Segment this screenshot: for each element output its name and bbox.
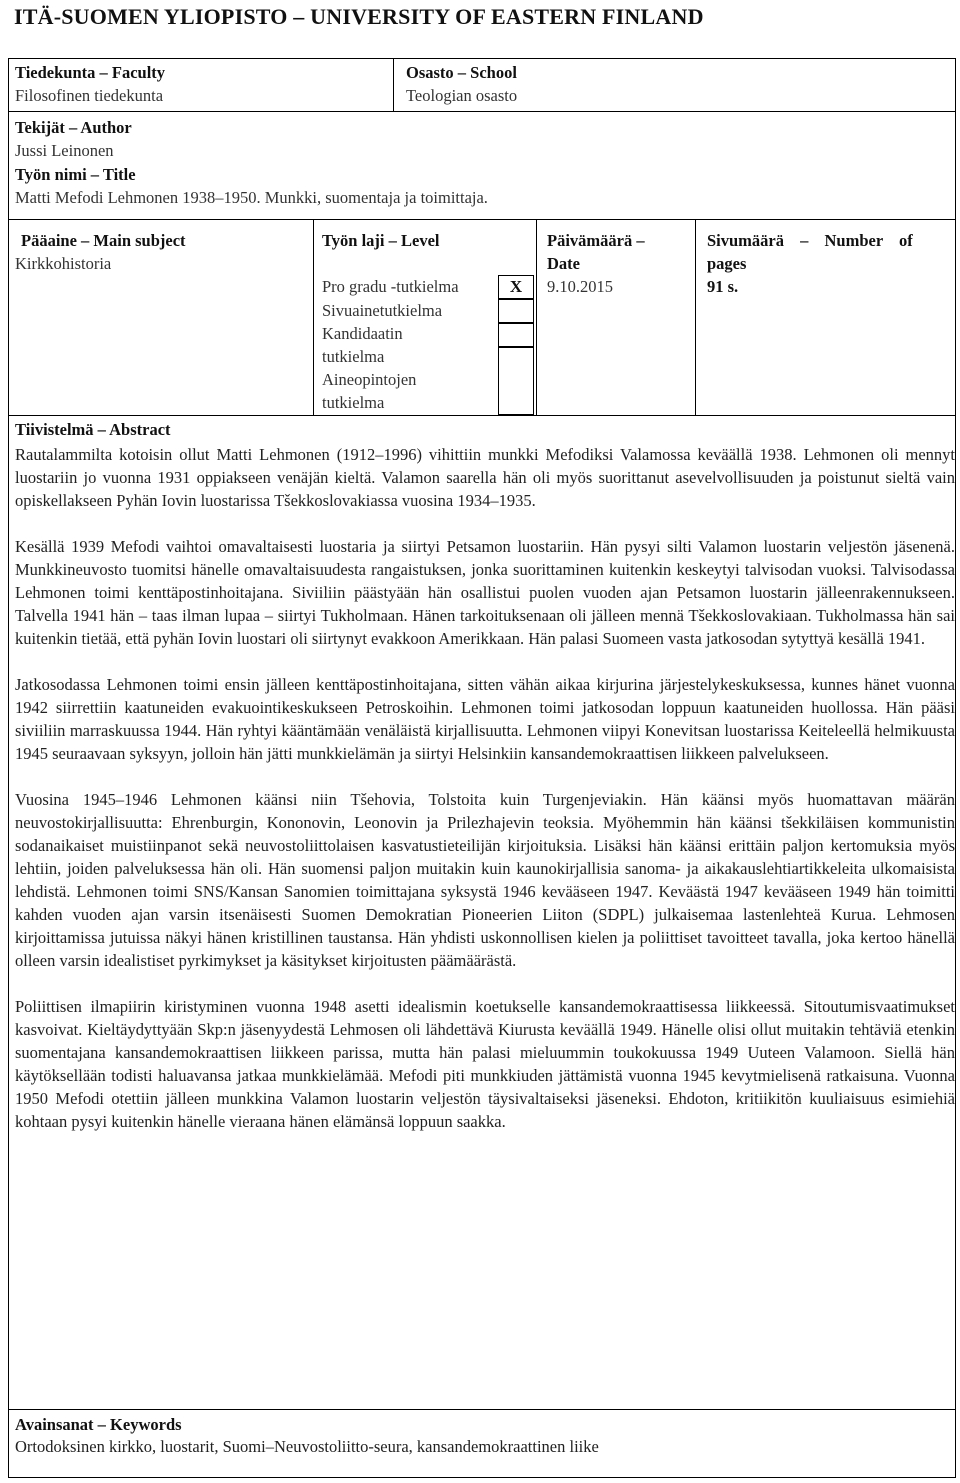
- level-label: Työn laji – Level: [322, 231, 440, 250]
- level-option-kandidaatti: Kandidaatin tutkielma: [322, 324, 403, 366]
- divider-title: [9, 219, 955, 220]
- divider-abstract: [9, 415, 955, 416]
- abstract-paragraph: Vuosina 1945–1946 Lehmonen käänsi niin Tšehovia, Tolstoita kuin Turgenjeviakin. Hän käänsi myös huomattavan määrän neuvostokirjallisuutta: Ehrenburgin, Kononovin, Leonovin ja Prilezhajevin teoksia. Myöhemmin hän käänsi tšekkiläisen kommunistin sodanaikaiset muistiinpanot sekä neuvostoliittolaisen kasvatustieteilijän kirjoituksia. Lisäksi hän käänsi erittäin paljon kertomuksia myös lehtiin, joiden palveluksessa hän oli. Hän suomensi paljon muitakin kuin kaunokirjallisia sanoma- ja aikakauslehtiartikkeleita ulkomaisista lehdistä. Lehmonen toimi SNS/Kansan Sanomien toimittajana syksystä 1946 kevääseen 1947. Keväästä 1947 kevääseen 1949 hän toimitti kahden vuoden ajan varsin itsenäisesti Suomen Demokratian Pioneerien Liiton (SDPL) julkaisemaa lastenlehteä Kurua. Lehmosen kirjoittamissa jutuissa näkyi hänen kristillinen taustansa. Hän yhdisti uskonnollisen kielen ja poliittiset tavoitteet tavalla, joka kertoo hänellä olleen varsin idealistiset pyrkimykset ja käsitykset kirjoitusten päämäärästä.: [15, 790, 955, 970]
- level-checkbox-aineopinnot[interactable]: [498, 347, 534, 415]
- faculty-value: Filosofinen tiedekunta: [15, 86, 164, 105]
- school-value: Teologian osasto: [406, 86, 518, 105]
- date-value: 9.10.2015: [547, 277, 613, 296]
- faculty-label: Tiedekunta – Faculty: [15, 63, 166, 82]
- divider-subject-level: [313, 219, 314, 415]
- level-checkbox-sivuaine[interactable]: [498, 299, 534, 323]
- thesis-abstract-form: [8, 58, 956, 1478]
- title-label: Työn nimi – Title: [15, 165, 136, 184]
- level-checkbox-pro-gradu[interactable]: X: [498, 275, 534, 299]
- divider-keywords: [9, 1409, 955, 1410]
- divider-faculty-school: [393, 59, 394, 111]
- abstract-paragraph: Kesällä 1939 Mefodi vaihtoi omavaltaisesti luostaria ja siirtyi Petsamon luostariin. Hän pysyi silti Valamon luostarin veljestön jäsenenä. Munkkineuvosto tuomitsi hänelle omavaltaisuudesta rangaistuksen, jonka suorittaminen kuitenkin keskeytyi talvisodan vuoksi. Talvisodassa Lehmonen toimi kenttäpostinhoitajana. Siviiliin päästyään hän osallistui puolen vuoden ajan Petsamon luostarin jälleenrakennukseen. Talvella 1941 hän – taas ilman lupaa – siirtyi Tukholmaan. Hänen tarkoituksenaan oli jälleen mennä Tšekkoslovakiaan. Tukholmassa hän sai kuitenkin tietää, että pyhän Iovin luostari oli siirtynyt evakkoon Amerikkaan. Hän palasi Suomeen vasta jatkosodan sytyttyä kesällä 1941.: [15, 537, 955, 648]
- main-subject-label: Pääaine – Main subject: [21, 231, 186, 250]
- keywords-value: Ortodoksinen kirkko, luostarit, Suomi–Neuvostoliitto-seura, kansandemokraattinen liike: [15, 1437, 599, 1456]
- abstract-label: Tiivistelmä – Abstract: [15, 420, 171, 439]
- pages-value: 91 s.: [707, 277, 739, 296]
- keywords-label: Avainsanat – Keywords: [15, 1415, 182, 1434]
- main-subject-value: Kirkkohistoria: [15, 254, 112, 273]
- divider-date-pages: [695, 219, 696, 415]
- abstract-body: [15, 443, 955, 1156]
- pages-label-en: pages: [707, 254, 747, 273]
- pages-label: Sivumäärä – Number of: [707, 231, 913, 250]
- level-option-sivuaine: Sivuainetutkielma: [322, 301, 443, 320]
- author-value: Jussi Leinonen: [15, 141, 114, 160]
- date-label-en: Date: [547, 254, 580, 273]
- title-value: Matti Mefodi Lehmonen 1938–1950. Munkki, suomentaja ja toimittaja.: [15, 188, 488, 207]
- level-checkbox-kandidaatti[interactable]: [498, 323, 534, 347]
- university-heading: ITÄ-SUOMEN YLIOPISTO – UNIVERSITY OF EASTERN FINLAND: [14, 4, 704, 29]
- date-label: Päivämäärä –: [547, 231, 645, 250]
- author-label: Tekijät – Author: [15, 118, 132, 137]
- abstract-paragraph: Rautalammilta kotoisin ollut Matti Lehmonen (1912–1996) vihittiin munkki Mefodiksi Valamossa keväällä 1938. Lehmonen oli mennyt luostariin jo vuonna 1931 oppiakseen venäjän kieltä. Valamon saarella hän oli myös suorittanut asevelvollisuuden ja poistunut sieltä vain opiskellakseen Pyhän Iovin luostarissa Tšekkoslovakiassa vuosina 1934–1935.: [15, 445, 955, 510]
- abstract-paragraph: Poliittisen ilmapiirin kiristyminen vuonna 1948 asetti idealismin koetukselle kansandemokraattisessa liikkeessä. Sitoutumisvaatimukset kasvoivat. Kieltäydyttyään Skp:n jäsenyydestä Lehmosen oli lähdettävä Kiurusta keväällä 1949. Hänelle olisi ollut muitakin tehtäviä etenkin suomentajana kansandemokraattisen liikkeen parissa, mutta hän palasi mieluummin toukokuussa 1949 Uuteen Valamoon. Siellä hän käytöksellään todisti haluavansa jatkaa munkkielämää. Mefodi piti munkkiuden jättämistä vuonna 1945 kevytmielisenä ratkaisuna. Vuonna 1950 Mefodi otettiin jälleen munkkina Valamon luostarin veljestön täysivaltaiseksi jäseneksi. Ehdoton, kritiikitön kuuliaisuus esimiehiä kohtaan pysyi kuitenkin hänelle vieraana hänen elämänsä loppuun saakka.: [15, 997, 955, 1131]
- divider-level-date: [536, 219, 537, 415]
- school-label: Osasto – School: [406, 63, 517, 82]
- abstract-paragraph: Jatkosodassa Lehmonen toimi ensin jälleen kenttäpostinhoitajana, sitten vähän aikaa kirjurina järjestelykeskuksessa, kunnes hänet vuonna 1942 siirrettiin kaatuneiden evakuointikeskukseen Petroskoihin. Lehmonen toimi jatkosodan loppuun kaatuneiden huollossa. Hän pääsi siviiliin marraskuussa 1944. Hän ryhtyi kääntämään venäläistä kirjallisuutta. Lehmonen viipyi Konevitsan luostarissa Keiteleellä helmikuusta 1945 seuraavaan syksyyn, jolloin hän jätti munkkielämän ja siirtyi Helsinkiin kansandemokraattisen liikkeen palvelukseen.: [15, 675, 955, 763]
- divider-faculty: [9, 111, 955, 112]
- level-option-pro-gradu: Pro gradu -tutkielma: [322, 277, 459, 296]
- level-option-aineopinnot: Aineopintojen tutkielma: [322, 370, 417, 412]
